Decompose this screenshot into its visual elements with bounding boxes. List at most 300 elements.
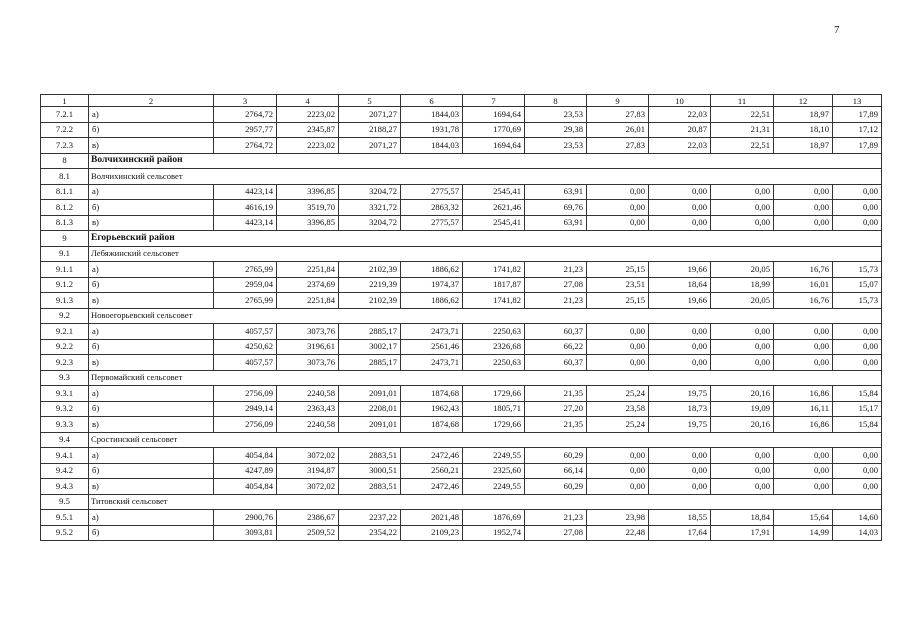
value-cell: 0,00 bbox=[649, 324, 711, 340]
value-cell: 2473,71 bbox=[401, 355, 463, 371]
value-cell: 0,00 bbox=[711, 184, 774, 200]
value-cell: 17,12 bbox=[833, 122, 882, 138]
value-cell: 0,00 bbox=[711, 448, 774, 464]
row-code-cell: 9.2.2 bbox=[41, 339, 89, 355]
value-cell: 1805,71 bbox=[463, 401, 525, 417]
value-cell: 60,29 bbox=[525, 479, 587, 495]
row-code-cell: 9.2.1 bbox=[41, 324, 89, 340]
value-cell: 0,00 bbox=[649, 200, 711, 216]
value-cell: 23,53 bbox=[525, 107, 587, 123]
value-cell: 22,51 bbox=[711, 107, 774, 123]
value-cell: 2251,84 bbox=[277, 262, 339, 278]
council-title: Титовский сельсовет bbox=[89, 494, 882, 510]
value-cell: 16,01 bbox=[774, 277, 833, 293]
row-code-cell: 7.2.2 bbox=[41, 122, 89, 138]
value-cell: 20,05 bbox=[711, 262, 774, 278]
value-cell: 2250,63 bbox=[463, 355, 525, 371]
value-cell: 1741,82 bbox=[463, 262, 525, 278]
value-cell: 19,66 bbox=[649, 293, 711, 309]
value-cell: 0,00 bbox=[833, 479, 882, 495]
row-variant-cell: б) bbox=[89, 339, 214, 355]
value-cell: 2363,43 bbox=[277, 401, 339, 417]
value-cell: 2473,71 bbox=[401, 324, 463, 340]
header-cell: 2 bbox=[89, 95, 214, 107]
value-cell: 2883,51 bbox=[339, 479, 401, 495]
value-cell: 0,00 bbox=[711, 200, 774, 216]
value-cell: 22,03 bbox=[649, 107, 711, 123]
value-cell: 2091,01 bbox=[339, 417, 401, 433]
value-cell: 19,75 bbox=[649, 386, 711, 402]
table-row bbox=[41, 401, 882, 417]
value-cell: 69,76 bbox=[525, 200, 587, 216]
council-title: Лебяжинский сельсовет bbox=[89, 246, 882, 262]
value-cell: 4057,57 bbox=[214, 324, 277, 340]
value-cell: 2091,01 bbox=[339, 386, 401, 402]
row-variant-cell: в) bbox=[89, 138, 214, 154]
row-code-cell: 9.4 bbox=[41, 432, 89, 448]
value-cell: 1886,62 bbox=[401, 293, 463, 309]
row-code-cell: 9.4.1 bbox=[41, 448, 89, 464]
row-code-cell: 9.2 bbox=[41, 308, 89, 324]
value-cell: 16,86 bbox=[774, 386, 833, 402]
value-cell: 14,03 bbox=[833, 525, 882, 541]
value-cell: 18,97 bbox=[774, 107, 833, 123]
value-cell: 22,48 bbox=[587, 525, 649, 541]
row-code-cell: 9.5 bbox=[41, 494, 89, 510]
value-cell: 20,16 bbox=[711, 417, 774, 433]
value-cell: 21,31 bbox=[711, 122, 774, 138]
district-title: Егорьевский район bbox=[89, 231, 882, 247]
table-row bbox=[41, 339, 882, 355]
value-cell: 0,00 bbox=[649, 463, 711, 479]
value-cell: 15,73 bbox=[833, 262, 882, 278]
value-cell: 25,15 bbox=[587, 293, 649, 309]
district-row bbox=[41, 231, 882, 247]
council-title: Первомайский сельсовет bbox=[89, 370, 882, 386]
header-cell: 7 bbox=[463, 95, 525, 107]
value-cell: 1770,69 bbox=[463, 122, 525, 138]
value-cell: 2765,99 bbox=[214, 262, 277, 278]
value-cell: 0,00 bbox=[833, 200, 882, 216]
header-cell: 9 bbox=[587, 95, 649, 107]
row-code-cell: 9.5.1 bbox=[41, 510, 89, 526]
value-cell: 27,83 bbox=[587, 138, 649, 154]
value-cell: 16,11 bbox=[774, 401, 833, 417]
value-cell: 63,91 bbox=[525, 215, 587, 231]
value-cell: 0,00 bbox=[833, 463, 882, 479]
value-cell: 19,09 bbox=[711, 401, 774, 417]
value-cell: 14,99 bbox=[774, 525, 833, 541]
row-code-cell: 9.4.3 bbox=[41, 479, 89, 495]
page-number: 7 bbox=[834, 24, 840, 36]
value-cell: 3000,51 bbox=[339, 463, 401, 479]
row-variant-cell: б) bbox=[89, 463, 214, 479]
value-cell: 3321,72 bbox=[339, 200, 401, 216]
value-cell: 2223,02 bbox=[277, 107, 339, 123]
value-cell: 2374,69 bbox=[277, 277, 339, 293]
row-variant-cell: а) bbox=[89, 184, 214, 200]
value-cell: 17,64 bbox=[649, 525, 711, 541]
value-cell: 1844,03 bbox=[401, 107, 463, 123]
value-cell: 2354,22 bbox=[339, 525, 401, 541]
council-title: Волчихинский сельсовет bbox=[89, 169, 882, 185]
value-cell: 3194,87 bbox=[277, 463, 339, 479]
value-cell: 2621,46 bbox=[463, 200, 525, 216]
table-row bbox=[41, 215, 882, 231]
value-cell: 2545,41 bbox=[463, 184, 525, 200]
row-code-cell: 8.1.1 bbox=[41, 184, 89, 200]
row-code-cell: 8.1 bbox=[41, 169, 89, 185]
value-cell: 15,07 bbox=[833, 277, 882, 293]
value-cell: 19,75 bbox=[649, 417, 711, 433]
value-cell: 23,98 bbox=[587, 510, 649, 526]
row-code-cell: 9.3.1 bbox=[41, 386, 89, 402]
value-cell: 1844,03 bbox=[401, 138, 463, 154]
value-cell: 1886,62 bbox=[401, 262, 463, 278]
value-cell: 4616,19 bbox=[214, 200, 277, 216]
row-variant-cell: а) bbox=[89, 324, 214, 340]
value-cell: 20,16 bbox=[711, 386, 774, 402]
header-cell: 3 bbox=[214, 95, 277, 107]
row-code-cell: 9.5.2 bbox=[41, 525, 89, 541]
value-cell: 2764,72 bbox=[214, 138, 277, 154]
value-cell: 3073,76 bbox=[277, 355, 339, 371]
value-cell: 0,00 bbox=[649, 448, 711, 464]
value-cell: 20,87 bbox=[649, 122, 711, 138]
value-cell: 18,73 bbox=[649, 401, 711, 417]
value-cell: 2223,02 bbox=[277, 138, 339, 154]
value-cell: 2560,21 bbox=[401, 463, 463, 479]
value-cell: 0,00 bbox=[587, 184, 649, 200]
value-cell: 0,00 bbox=[774, 448, 833, 464]
value-cell: 1931,78 bbox=[401, 122, 463, 138]
value-cell: 22,03 bbox=[649, 138, 711, 154]
value-cell: 0,00 bbox=[587, 324, 649, 340]
row-variant-cell: а) bbox=[89, 386, 214, 402]
value-cell: 22,51 bbox=[711, 138, 774, 154]
value-cell: 1729,66 bbox=[463, 386, 525, 402]
value-cell: 0,00 bbox=[833, 339, 882, 355]
council-title: Сростинский сельсовет bbox=[89, 432, 882, 448]
value-cell: 2885,17 bbox=[339, 355, 401, 371]
value-cell: 2764,72 bbox=[214, 107, 277, 123]
row-code-cell: 9.1.2 bbox=[41, 277, 89, 293]
row-code-cell: 9.4.2 bbox=[41, 463, 89, 479]
value-cell: 2249,55 bbox=[463, 448, 525, 464]
value-cell: 2545,41 bbox=[463, 215, 525, 231]
table-row bbox=[41, 417, 882, 433]
value-cell: 0,00 bbox=[587, 448, 649, 464]
value-cell: 18,55 bbox=[649, 510, 711, 526]
header-cell: 13 bbox=[833, 95, 882, 107]
value-cell: 3204,72 bbox=[339, 184, 401, 200]
value-cell: 2102,39 bbox=[339, 262, 401, 278]
value-cell: 2250,63 bbox=[463, 324, 525, 340]
value-cell: 0,00 bbox=[833, 448, 882, 464]
value-cell: 14,60 bbox=[833, 510, 882, 526]
table-row bbox=[41, 138, 882, 154]
value-cell: 3072,02 bbox=[277, 448, 339, 464]
row-code-cell: 9.3.3 bbox=[41, 417, 89, 433]
row-code-cell: 8 bbox=[41, 153, 89, 169]
value-cell: 3396,85 bbox=[277, 215, 339, 231]
header-cell: 11 bbox=[711, 95, 774, 107]
value-cell: 0,00 bbox=[774, 184, 833, 200]
value-cell: 4423,14 bbox=[214, 215, 277, 231]
row-code-cell: 9.1 bbox=[41, 246, 89, 262]
header-cell: 5 bbox=[339, 95, 401, 107]
value-cell: 0,00 bbox=[711, 463, 774, 479]
value-cell: 4247,89 bbox=[214, 463, 277, 479]
row-code-cell: 9.2.3 bbox=[41, 355, 89, 371]
table-row bbox=[41, 479, 882, 495]
value-cell: 2863,32 bbox=[401, 200, 463, 216]
value-cell: 21,23 bbox=[525, 510, 587, 526]
value-cell: 2957,77 bbox=[214, 122, 277, 138]
table-row bbox=[41, 107, 882, 123]
value-cell: 3072,02 bbox=[277, 479, 339, 495]
value-cell: 2775,57 bbox=[401, 184, 463, 200]
value-cell: 60,37 bbox=[525, 355, 587, 371]
value-cell: 2885,17 bbox=[339, 324, 401, 340]
value-cell: 2900,76 bbox=[214, 510, 277, 526]
value-cell: 0,00 bbox=[774, 324, 833, 340]
table-row bbox=[41, 355, 882, 371]
table-row bbox=[41, 262, 882, 278]
value-cell: 17,89 bbox=[833, 107, 882, 123]
value-cell: 25,15 bbox=[587, 262, 649, 278]
value-cell: 2325,60 bbox=[463, 463, 525, 479]
council-title: Новоегорьевский сельсовет bbox=[89, 308, 882, 324]
value-cell: 1974,37 bbox=[401, 277, 463, 293]
value-cell: 4423,14 bbox=[214, 184, 277, 200]
value-cell: 27,83 bbox=[587, 107, 649, 123]
table-row bbox=[41, 510, 882, 526]
value-cell: 1694,64 bbox=[463, 107, 525, 123]
value-cell: 0,00 bbox=[649, 339, 711, 355]
value-cell: 25,24 bbox=[587, 386, 649, 402]
value-cell: 23,51 bbox=[587, 277, 649, 293]
value-cell: 2237,22 bbox=[339, 510, 401, 526]
value-cell: 4054,84 bbox=[214, 479, 277, 495]
table-row bbox=[41, 277, 882, 293]
value-cell: 2756,09 bbox=[214, 417, 277, 433]
value-cell: 3002,17 bbox=[339, 339, 401, 355]
table-row bbox=[41, 293, 882, 309]
value-cell: 0,00 bbox=[833, 184, 882, 200]
row-variant-cell: в) bbox=[89, 293, 214, 309]
value-cell: 2021,48 bbox=[401, 510, 463, 526]
row-variant-cell: б) bbox=[89, 277, 214, 293]
value-cell: 19,66 bbox=[649, 262, 711, 278]
value-cell: 17,89 bbox=[833, 138, 882, 154]
row-variant-cell: б) bbox=[89, 401, 214, 417]
row-code-cell: 9.3 bbox=[41, 370, 89, 386]
value-cell: 60,37 bbox=[525, 324, 587, 340]
value-cell: 0,00 bbox=[587, 215, 649, 231]
value-cell: 0,00 bbox=[711, 339, 774, 355]
value-cell: 21,23 bbox=[525, 293, 587, 309]
value-cell: 0,00 bbox=[649, 355, 711, 371]
row-variant-cell: б) bbox=[89, 525, 214, 541]
table-row bbox=[41, 448, 882, 464]
value-cell: 2386,67 bbox=[277, 510, 339, 526]
value-cell: 0,00 bbox=[774, 200, 833, 216]
row-code-cell: 9.3.2 bbox=[41, 401, 89, 417]
value-cell: 0,00 bbox=[587, 200, 649, 216]
value-cell: 2251,84 bbox=[277, 293, 339, 309]
value-cell: 1962,43 bbox=[401, 401, 463, 417]
value-cell: 2765,99 bbox=[214, 293, 277, 309]
value-cell: 1694,64 bbox=[463, 138, 525, 154]
value-cell: 0,00 bbox=[711, 324, 774, 340]
value-cell: 0,00 bbox=[587, 355, 649, 371]
value-cell: 0,00 bbox=[833, 355, 882, 371]
value-cell: 15,17 bbox=[833, 401, 882, 417]
value-cell: 2102,39 bbox=[339, 293, 401, 309]
value-cell: 0,00 bbox=[711, 355, 774, 371]
council-row bbox=[41, 494, 882, 510]
value-cell: 18,84 bbox=[711, 510, 774, 526]
table-row bbox=[41, 525, 882, 541]
value-cell: 1874,68 bbox=[401, 386, 463, 402]
header-cell: 6 bbox=[401, 95, 463, 107]
table-body bbox=[41, 95, 882, 541]
row-code-cell: 9.1.3 bbox=[41, 293, 89, 309]
value-cell: 2949,14 bbox=[214, 401, 277, 417]
value-cell: 0,00 bbox=[774, 355, 833, 371]
value-cell: 21,23 bbox=[525, 262, 587, 278]
value-cell: 1876,69 bbox=[463, 510, 525, 526]
value-cell: 2883,51 bbox=[339, 448, 401, 464]
table-row bbox=[41, 463, 882, 479]
table-row bbox=[41, 200, 882, 216]
value-cell: 2959,04 bbox=[214, 277, 277, 293]
row-variant-cell: а) bbox=[89, 448, 214, 464]
value-cell: 3519,70 bbox=[277, 200, 339, 216]
value-cell: 23,53 bbox=[525, 138, 587, 154]
row-variant-cell: б) bbox=[89, 122, 214, 138]
value-cell: 2240,58 bbox=[277, 386, 339, 402]
value-cell: 3196,61 bbox=[277, 339, 339, 355]
value-cell: 2208,01 bbox=[339, 401, 401, 417]
value-cell: 66,22 bbox=[525, 339, 587, 355]
value-cell: 21,35 bbox=[525, 417, 587, 433]
value-cell: 4057,57 bbox=[214, 355, 277, 371]
value-cell: 0,00 bbox=[587, 463, 649, 479]
header-cell: 4 bbox=[277, 95, 339, 107]
value-cell: 2071,27 bbox=[339, 107, 401, 123]
council-row bbox=[41, 246, 882, 262]
value-cell: 0,00 bbox=[833, 215, 882, 231]
row-variant-cell: б) bbox=[89, 200, 214, 216]
council-row bbox=[41, 169, 882, 185]
table-row bbox=[41, 324, 882, 340]
row-variant-cell: в) bbox=[89, 215, 214, 231]
value-cell: 25,24 bbox=[587, 417, 649, 433]
value-cell: 20,05 bbox=[711, 293, 774, 309]
value-cell: 2561,46 bbox=[401, 339, 463, 355]
value-cell: 18,64 bbox=[649, 277, 711, 293]
value-cell: 18,99 bbox=[711, 277, 774, 293]
value-cell: 27,08 bbox=[525, 525, 587, 541]
value-cell: 27,20 bbox=[525, 401, 587, 417]
value-cell: 4250,62 bbox=[214, 339, 277, 355]
header-cell: 12 bbox=[774, 95, 833, 107]
value-cell: 2775,57 bbox=[401, 215, 463, 231]
value-cell: 0,00 bbox=[711, 479, 774, 495]
value-cell: 0,00 bbox=[649, 479, 711, 495]
value-cell: 0,00 bbox=[774, 479, 833, 495]
value-cell: 60,29 bbox=[525, 448, 587, 464]
district-title: Волчихинский район bbox=[89, 153, 882, 169]
value-cell: 0,00 bbox=[587, 479, 649, 495]
value-cell: 2109,23 bbox=[401, 525, 463, 541]
value-cell: 1874,68 bbox=[401, 417, 463, 433]
header-cell: 1 bbox=[41, 95, 89, 107]
value-cell: 3396,85 bbox=[277, 184, 339, 200]
value-cell: 2240,58 bbox=[277, 417, 339, 433]
value-cell: 3093,81 bbox=[214, 525, 277, 541]
value-cell: 1741,82 bbox=[463, 293, 525, 309]
value-cell: 27,08 bbox=[525, 277, 587, 293]
value-cell: 0,00 bbox=[774, 339, 833, 355]
table-row bbox=[41, 122, 882, 138]
value-cell: 0,00 bbox=[833, 324, 882, 340]
value-cell: 1729,66 bbox=[463, 417, 525, 433]
header-row bbox=[41, 95, 882, 107]
value-cell: 17,91 bbox=[711, 525, 774, 541]
value-cell: 2345,87 bbox=[277, 122, 339, 138]
header-cell: 8 bbox=[525, 95, 587, 107]
value-cell: 15,73 bbox=[833, 293, 882, 309]
table-row bbox=[41, 386, 882, 402]
tariff-table bbox=[40, 94, 882, 541]
value-cell: 21,35 bbox=[525, 386, 587, 402]
value-cell: 2472,46 bbox=[401, 448, 463, 464]
value-cell: 26,01 bbox=[587, 122, 649, 138]
value-cell: 2509,52 bbox=[277, 525, 339, 541]
value-cell: 1952,74 bbox=[463, 525, 525, 541]
council-row bbox=[41, 432, 882, 448]
council-row bbox=[41, 370, 882, 386]
district-row bbox=[41, 153, 882, 169]
row-variant-cell: а) bbox=[89, 262, 214, 278]
header-cell: 10 bbox=[649, 95, 711, 107]
row-variant-cell: в) bbox=[89, 479, 214, 495]
value-cell: 0,00 bbox=[649, 184, 711, 200]
value-cell: 0,00 bbox=[774, 215, 833, 231]
value-cell: 2219,39 bbox=[339, 277, 401, 293]
value-cell: 23,58 bbox=[587, 401, 649, 417]
value-cell: 16,86 bbox=[774, 417, 833, 433]
row-variant-cell: в) bbox=[89, 417, 214, 433]
value-cell: 15,84 bbox=[833, 417, 882, 433]
value-cell: 0,00 bbox=[649, 215, 711, 231]
row-variant-cell: а) bbox=[89, 510, 214, 526]
table-row bbox=[41, 184, 882, 200]
row-variant-cell: в) bbox=[89, 355, 214, 371]
value-cell: 1817,87 bbox=[463, 277, 525, 293]
value-cell: 63,91 bbox=[525, 184, 587, 200]
value-cell: 0,00 bbox=[711, 215, 774, 231]
value-cell: 3204,72 bbox=[339, 215, 401, 231]
council-row bbox=[41, 308, 882, 324]
value-cell: 18,10 bbox=[774, 122, 833, 138]
row-code-cell: 9.1.1 bbox=[41, 262, 89, 278]
value-cell: 15,84 bbox=[833, 386, 882, 402]
value-cell: 2326,68 bbox=[463, 339, 525, 355]
